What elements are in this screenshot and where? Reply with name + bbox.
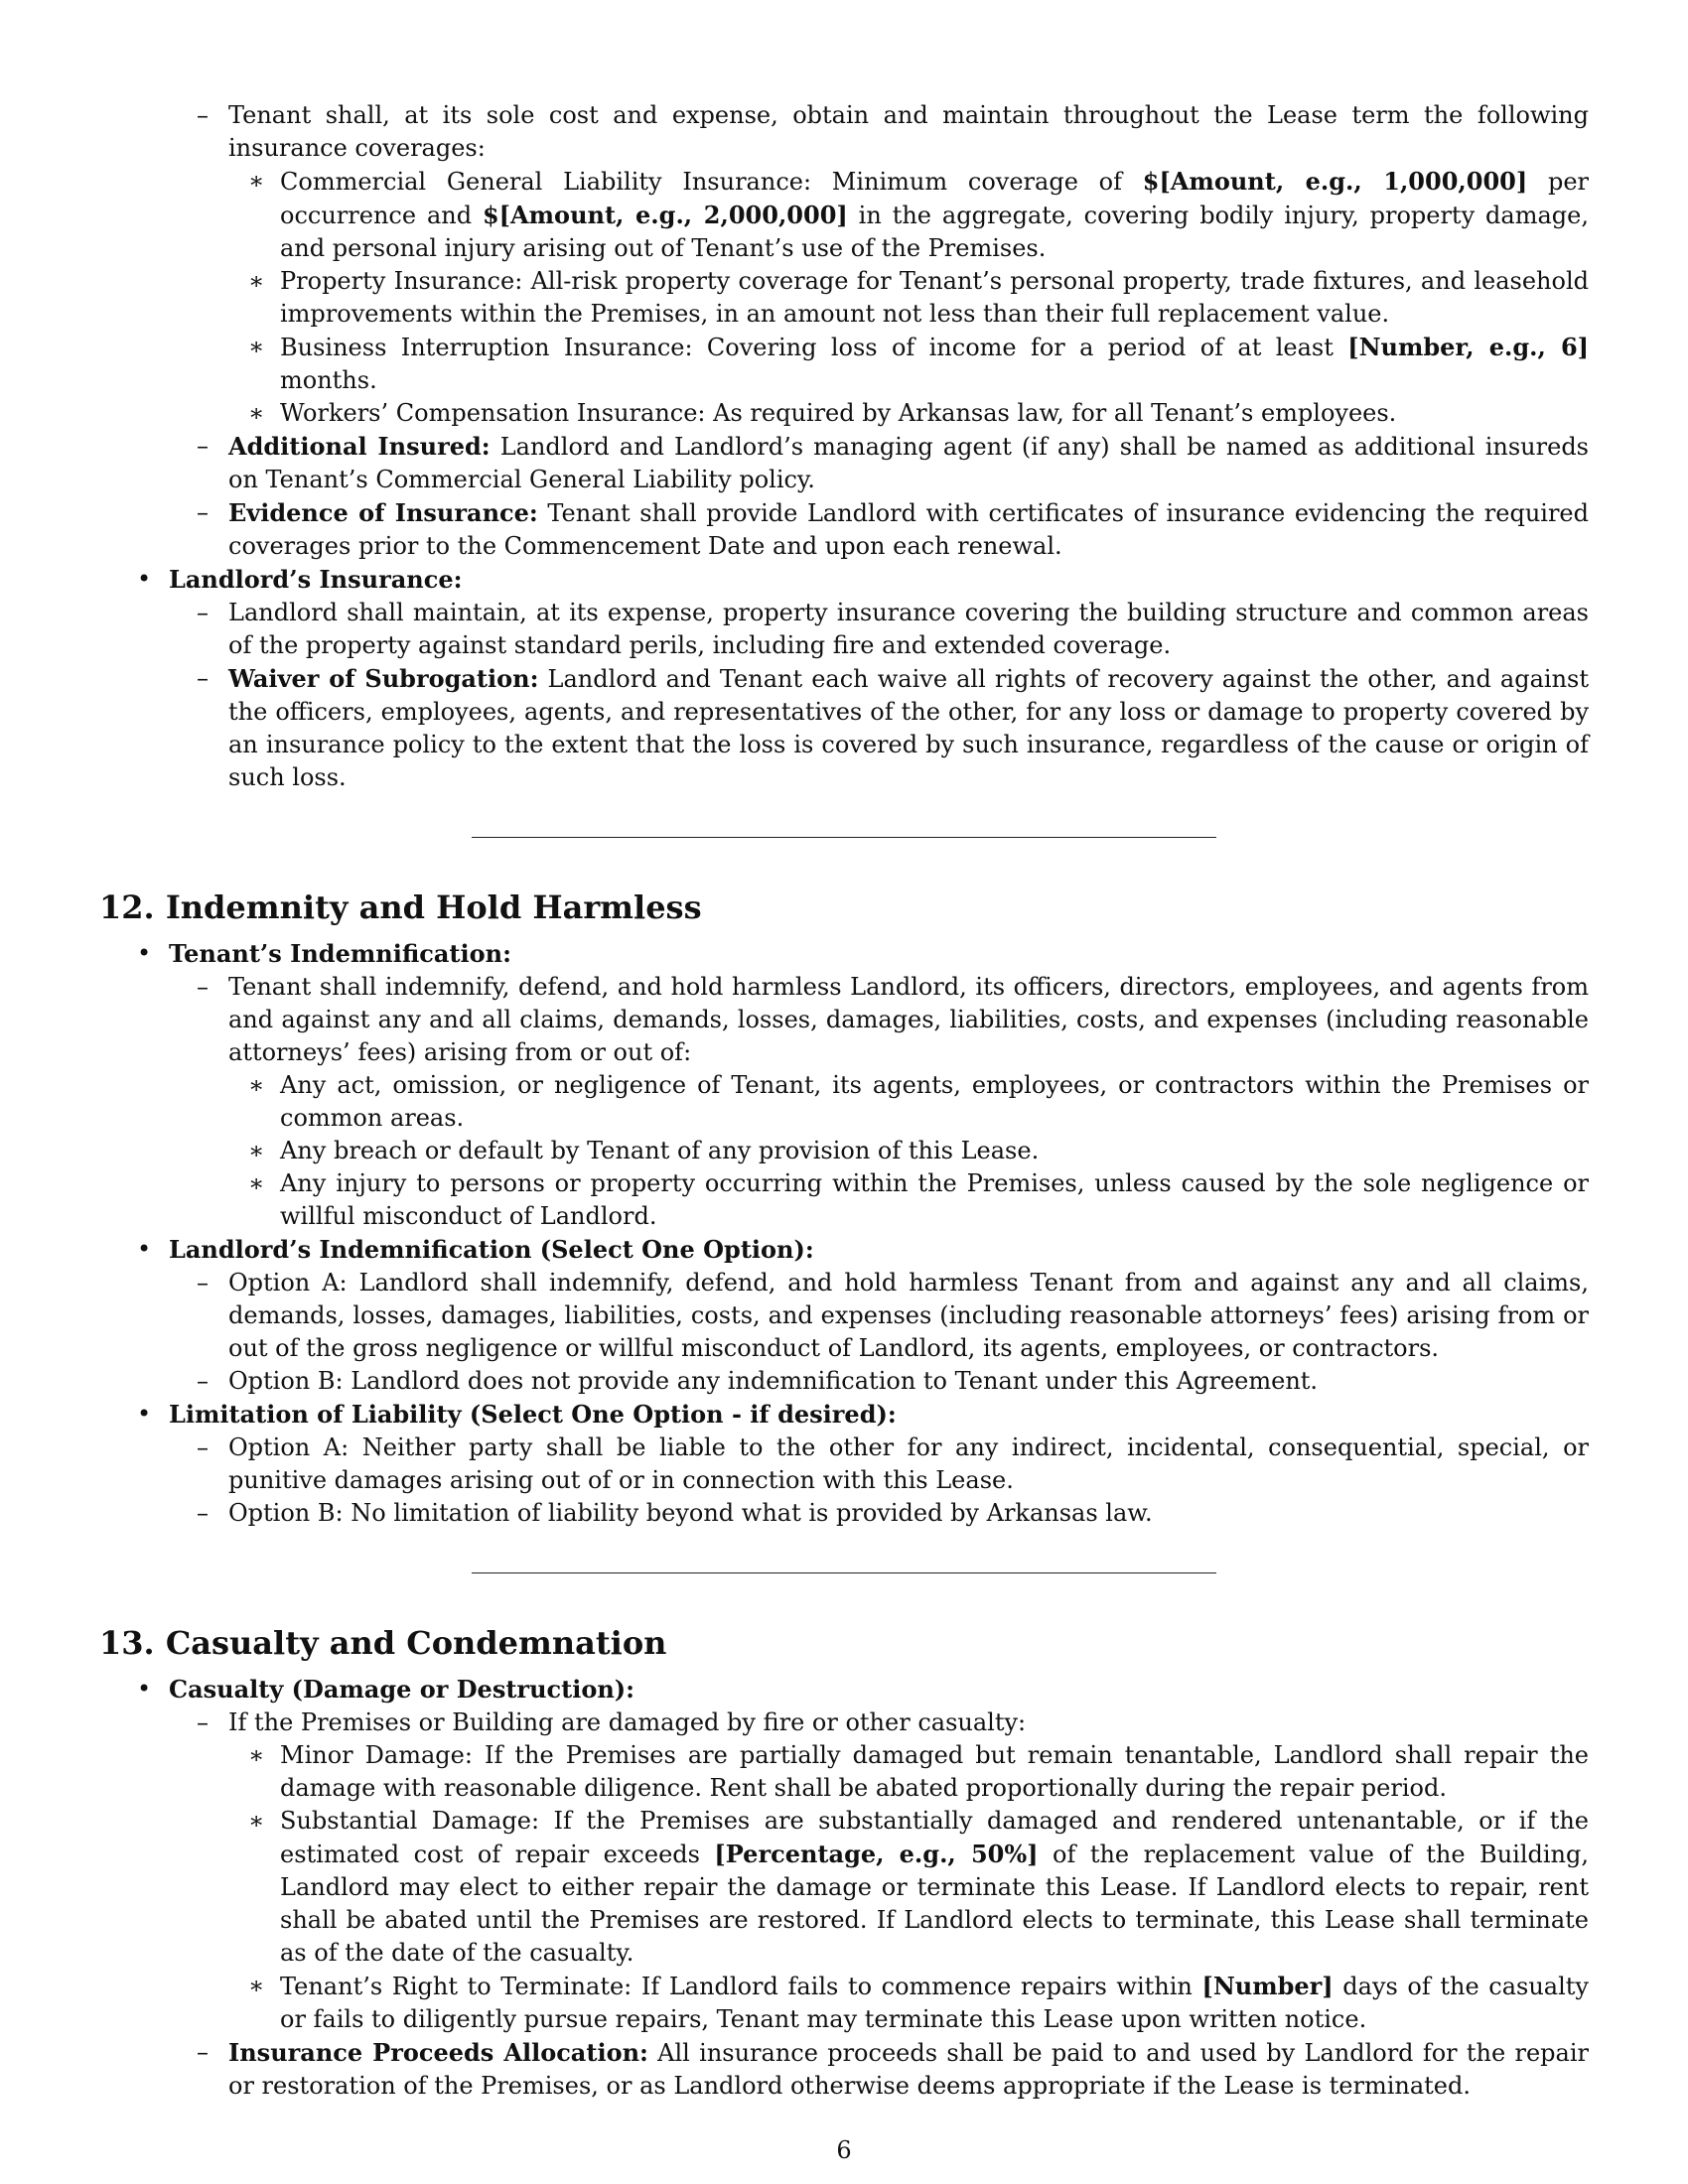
list-item xyxy=(99,1135,1589,1167)
cgl-amount-aggregate: $[Amount, e.g., 2,000,000] xyxy=(482,201,848,229)
landlord-maintain-text: Landlord shall maintain, at its expense, property insurance covering the building structure and common areas of the property against standard perils, including fire and extended coverage. xyxy=(228,599,1589,659)
casualty-intro: If the Premises or Building are damaged by fire or other casualty: xyxy=(228,1708,1027,1736)
tenant-right-text: Tenant’s Right to Terminate: If Landlord fails to commence repairs within xyxy=(280,1973,1202,2000)
section-divider xyxy=(472,1572,1216,1573)
minor-damage-text: Minor Damage: If the Premises are partially damaged but remain tenantable, Landlord shall repair the damage with reasonable diligence. Rent shall be abated proportionally during the repair period. xyxy=(280,1741,1589,1802)
list-item xyxy=(99,1970,1589,2036)
dash-marker: – xyxy=(197,498,209,526)
dash-marker: – xyxy=(197,1433,209,1461)
tenant-coverage-intro: Tenant shall, at its sole cost and expense, obtain and maintain throughout the Lease term the following insurance coverages: xyxy=(228,101,1589,162)
dash-marker: – xyxy=(197,1367,209,1395)
bullet-marker: • xyxy=(137,565,152,593)
business-interruption-number: [Number, e.g., 6] xyxy=(1347,333,1590,361)
list-item xyxy=(99,563,1589,794)
proceeds-text: All insurance proceeds shall be paid to and used by Landlord for the repair or restoration of the Premises, or as Landlord otherwise deems appropriate if the Lease is terminated. xyxy=(228,2039,1589,2100)
list-item xyxy=(99,99,1589,430)
star-marker: ∗ xyxy=(248,1807,265,1835)
tenant-right-text: days of the casualty or fails to diligently pursue repairs, Tenant may terminate this Lease upon written notice. xyxy=(280,1973,1589,2033)
list-item xyxy=(99,1267,1589,1365)
tenant-indemnification-intro: Tenant shall indemnify, defend, and hold harmless Landlord, its officers, directors, employees, and agents from and against any and all claims, demands, losses, damages, liabilities, costs, and expenses (including reasonable attorneys’ fees) arising from or out of: xyxy=(228,973,1589,1066)
bullet-marker: • xyxy=(137,1400,152,1428)
dash-marker: – xyxy=(197,664,209,692)
tenant-right-number: [Number] xyxy=(1201,1972,1334,2000)
dash-marker: – xyxy=(197,101,209,129)
list-item xyxy=(99,1706,1589,2036)
landlord-option-a: Option A: Landlord shall indemnify, defend, and hold harmless Tenant from and against any and all claims, demands, losses, damages, liabilities, costs, and expenses (including reasonable attorneys’ fees) arising from or out of the gross negligence or willful misconduct of Landlord, its agents, employees, or contractors. xyxy=(228,1269,1589,1362)
additional-insured-text: Landlord and Landlord’s managing agent (if any) shall be named as additional insureds on Tenant’s Commercial General Liability policy. xyxy=(228,433,1589,493)
list-item xyxy=(99,1805,1589,1970)
star-marker: ∗ xyxy=(248,1071,265,1099)
list-item xyxy=(99,971,1589,1233)
dash-marker: – xyxy=(197,2038,209,2066)
dash-marker: – xyxy=(197,599,209,626)
section-divider xyxy=(472,837,1216,838)
tenant-indemnification-items xyxy=(99,1069,1589,1233)
star-marker: ∗ xyxy=(248,399,265,427)
limitation-option-b: Option B: No limitation of liability beyond what is provided by Arkansas law. xyxy=(228,1499,1153,1527)
business-interruption-text: months. xyxy=(280,366,377,394)
list-item xyxy=(99,1233,1589,1398)
list-item xyxy=(99,597,1589,662)
landlord-insurance-heading: Landlord’s Insurance: xyxy=(169,565,463,594)
casualty-heading: Casualty (Damage or Destruction): xyxy=(169,1675,635,1704)
section-13-list xyxy=(99,1673,1589,2103)
indemnification-item: Any injury to persons or property occurring within the Premises, unless caused by the sole negligence or willful misconduct of Landlord. xyxy=(280,1169,1589,1230)
list-item xyxy=(99,662,1589,794)
list-item xyxy=(99,1673,1589,2103)
star-marker: ∗ xyxy=(248,1137,265,1164)
star-marker: ∗ xyxy=(248,1741,265,1769)
dash-marker: – xyxy=(197,1269,209,1297)
casualty-sublist xyxy=(99,1706,1589,2103)
indemnification-item: Any breach or default by Tenant of any provision of this Lease. xyxy=(280,1137,1040,1164)
list-item xyxy=(99,496,1589,563)
substantial-damage-text: Substantial Damage: If the Premises are substantially damaged and rendered untenantable, or if the estimated cost of repair exceeds xyxy=(280,1807,1589,1868)
bullet-marker: • xyxy=(137,1235,152,1263)
star-marker: ∗ xyxy=(248,1169,265,1197)
list-item xyxy=(99,1069,1589,1135)
limitation-sublist xyxy=(99,1432,1589,1530)
star-marker: ∗ xyxy=(248,267,265,295)
page-number: 6 xyxy=(836,2136,852,2164)
landlord-insurance-sublist xyxy=(99,597,1589,794)
list-item xyxy=(99,1167,1589,1233)
landlord-insurance-list xyxy=(99,563,1589,794)
cgl-amount-occurrence: $[Amount, e.g., 1,000,000] xyxy=(1142,167,1528,196)
list-item xyxy=(99,1398,1589,1530)
substantial-damage-text: of the replacement value of the Building, Landlord may elect to either repair the damage or terminate this Lease. If Landlord elects to repair, rent shall be abated until the Premises are restored. If Landlord elects to terminate, this Lease shall terminate as of the date of the casualty. xyxy=(280,1841,1589,1967)
landlord-indemnification-sublist xyxy=(99,1267,1589,1398)
substantial-damage-percentage: [Percentage, e.g., 50%] xyxy=(714,1840,1039,1868)
cgl-text: per occurrence and xyxy=(280,168,1589,229)
cgl-text: in the aggregate, covering bodily injury, property damage, and personal injury arising out of Tenant’s use of the Premises. xyxy=(280,202,1589,262)
list-item xyxy=(99,1365,1589,1398)
waiver-label: Waiver of Subrogation: xyxy=(228,664,539,693)
cgl-text: Commercial General Liability Insurance: Minimum coverage of xyxy=(280,168,1143,196)
landlord-indemnification-heading: Landlord’s Indemnification (Select One Option): xyxy=(169,1235,814,1264)
list-item xyxy=(99,1739,1589,1805)
section-12-list xyxy=(99,937,1589,1530)
property-insurance-text: Property Insurance: All-risk property coverage for Tenant’s personal property, trade fixtures, and leasehold improvements within the Premises, in an amount not less than their full replacement value. xyxy=(280,267,1589,328)
list-item xyxy=(99,430,1589,496)
workers-comp-text: Workers’ Compensation Insurance: As required by Arkansas law, for all Tenant’s employees. xyxy=(280,399,1397,427)
limitation-heading: Limitation of Liability (Select One Option - if desired): xyxy=(169,1400,897,1429)
bullet-marker: • xyxy=(137,1675,152,1703)
evidence-text: Tenant shall provide Landlord with certificates of insurance evidencing the required coverages prior to the Commencement Date and upon each renewal. xyxy=(228,499,1589,560)
dash-marker: – xyxy=(197,432,209,460)
list-item xyxy=(99,397,1589,430)
star-marker: ∗ xyxy=(248,333,265,360)
list-item xyxy=(99,165,1589,265)
waiver-text: Landlord and Tenant each waive all rights of recovery against the other, and against the officers, employees, agents, and representatives of the other, for any loss or damage to property covered by an insurance policy to the extent that the loss is covered by such insurance, regardless of the cause or origin of such loss. xyxy=(228,665,1589,791)
list-item xyxy=(99,331,1589,397)
indemnification-item: Any act, omission, or negligence of Tenant, its agents, employees, or contractors within the Premises or common areas. xyxy=(280,1071,1589,1132)
additional-insured-label: Additional Insured: xyxy=(228,432,491,461)
list-item xyxy=(99,1497,1589,1530)
section-13-title: 13. Casualty and Condemnation xyxy=(99,1624,667,1662)
proceeds-label: Insurance Proceeds Allocation: xyxy=(228,2038,648,2067)
list-item xyxy=(99,937,1589,1233)
evidence-label: Evidence of Insurance: xyxy=(228,498,538,527)
casualty-items xyxy=(99,1739,1589,2036)
dash-marker: – xyxy=(197,1499,209,1527)
bullet-marker: • xyxy=(137,939,152,967)
tenant-indemnification-sublist xyxy=(99,971,1589,1233)
star-marker: ∗ xyxy=(248,1972,265,1999)
tenant-indemnification-heading: Tenant’s Indemnification: xyxy=(169,939,511,968)
list-item xyxy=(99,2036,1589,2103)
coverage-list xyxy=(99,165,1589,430)
list-item xyxy=(99,265,1589,331)
star-marker: ∗ xyxy=(248,167,265,195)
business-interruption-text: Business Interruption Insurance: Covering loss of income for a period of at least xyxy=(280,334,1348,361)
limitation-option-a: Option A: Neither party shall be liable to the other for any indirect, incidental, consequential, special, or punitive damages arising out of or in connection with this Lease. xyxy=(228,1433,1589,1494)
landlord-option-b: Option B: Landlord does not provide any indemnification to Tenant under this Agreement. xyxy=(228,1367,1319,1395)
dash-marker: – xyxy=(197,1708,209,1736)
dash-marker: – xyxy=(197,973,209,1001)
section-12-title: 12. Indemnity and Hold Harmless xyxy=(99,888,702,926)
list-item xyxy=(99,1432,1589,1497)
tenant-insurance-list xyxy=(99,99,1589,563)
